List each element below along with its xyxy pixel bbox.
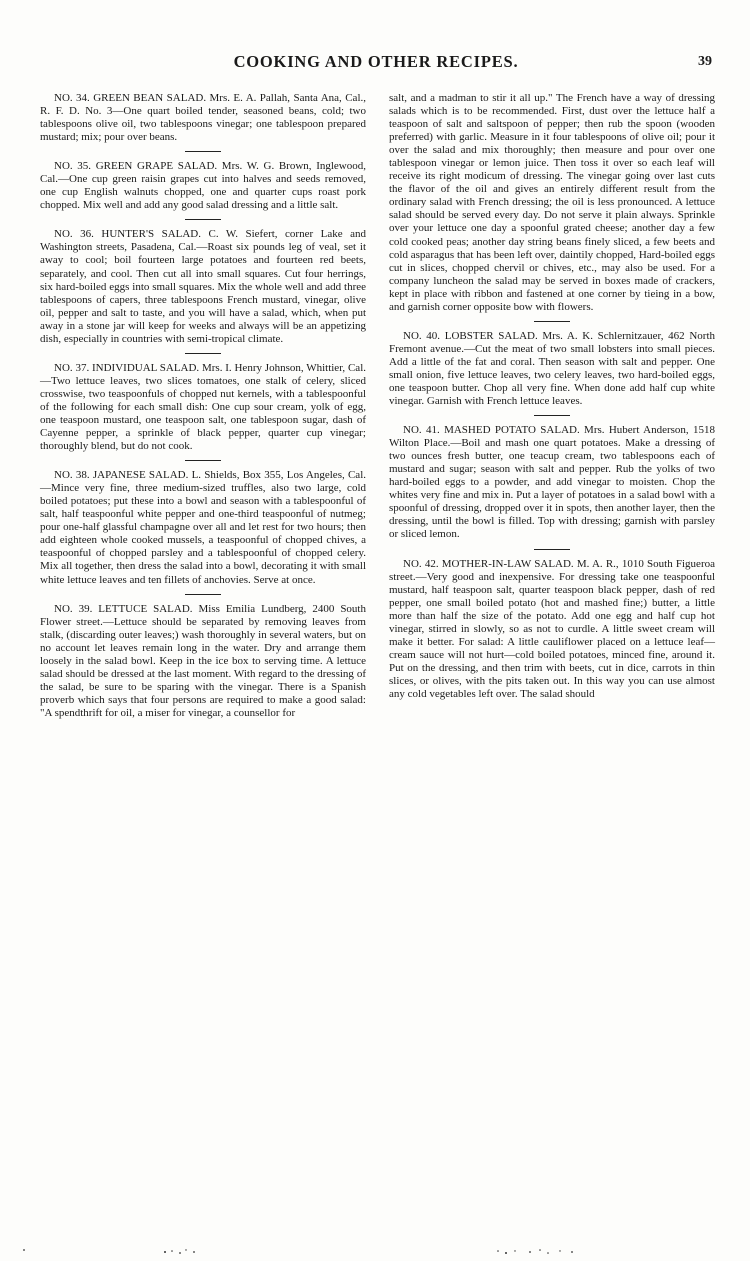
section-divider xyxy=(185,460,221,461)
page-title: COOKING AND OTHER RECIPES. xyxy=(233,52,519,71)
page-header xyxy=(40,52,712,76)
recipe-no-36: NO. 36. HUNTER'S SALAD. C. W. Siefert, corner Lake and Washington streets, Pasadena, Cal.—Roast six pounds leg of veal, set it away to cool; boil fourteen large potatoes and fourteen red beets, separately, and cool. Then cut all into small squares. Cut four herrings, six hard-boiled eggs into small squares. Mix the whole well and add three tablespoons of capers, three tablespoons French mustard, vinegar, olive oil, pepper and salt to taste, and you will have a salad, which, when put away in a stone jar will keep for weeks and always will be an appetizing dish, especially in countries with semi-tropical climate. xyxy=(40,228,366,345)
page-number: 39 xyxy=(698,54,712,69)
section-divider xyxy=(185,219,221,220)
scan-specks-decoration xyxy=(0,1238,750,1258)
recipe-no-38: NO. 38. JAPANESE SALAD. L. Shields, Box 355, Los Angeles, Cal.—Mince very fine, three medium-sized truffles, also two large, cold boiled potatoes; put these into a bowl and season with a tablespoonful of salt, half teaspoonful white pepper and one-third teaspoonful of nutmeg; pour one-half glassful champagne over all and let rest for two hours; then add eighteen whole cooked mussels, a teaspoonful of chopped chives, a teaspoonful of chopped parsley and a tablespoonful of chopped celery. Mix all together, then dress the salad into a bowl, decorating it with small white lettuce leaves and ten fillets of anchovies. Serve at once. xyxy=(40,469,366,586)
section-divider xyxy=(185,353,221,354)
recipe-no-40: NO. 40. LOBSTER SALAD. Mrs. A. K. Schlernitzauer, 462 North Fremont avenue.—Cut the meat of two small lobsters into small pieces. Add a little of the fat and coral. Then season with salt and pepper. One small onion, five lettuce leaves, two celery leaves, two hard-boiled eggs, one teaspoon butter. Chop all very fine. When done add half cup white vinegar. Garnish with French lettuce leaves. xyxy=(389,329,715,408)
right-column xyxy=(389,92,715,708)
recipe-no-39-continued: salt, and a madman to stir it all up." The French have a way of dressing salads which is to be recommended. First, dust over the lettuce half a teaspoon of salt and saltspoon of pepper; then rub the spoon (wooden preferred) with garlic. Measure in it four tablespoons of olive oil; pour it over the salad and mix thoroughly; then measure and pour over one tablespoon vinegar or lemon juice. Then toss it over so each leaf will receive its right modicum of dressing. The vinegar going over last cuts the flavor of the oil and gives an entirely different result from the ordinary salad with French dressing; the oil is less pronounced. A lettuce salad should be served every day. Do not serve it plain always. Sprinkle over your lettuce one day a spoonful grated cheese; another day a few cold cooked peas; another day string beans finely sliced, a few beets and cold asparagus that has been left over, daintily chopped, Hard-boiled eggs cut in slices, chopped chervil or chives, etc., may also be used. For a company luncheon the salad may be served in boxes made of crackers, kept in place with ribbon and fastened at one corner by tieing in a bow, and garnish corner opposite bow with flowers. xyxy=(389,92,715,313)
recipe-no-35: NO. 35. GREEN GRAPE SALAD. Mrs. W. G. Brown, Inglewood, Cal.—One cup green raisin grapes cut into halves and seeds removed, one cup English walnuts chopped, one and quarter cups roast pork chopped. Mix well and add any good salad dressing and a little salt. xyxy=(40,160,366,212)
section-divider xyxy=(185,594,221,595)
section-divider xyxy=(185,151,221,152)
recipe-no-42: NO. 42. MOTHER-IN-LAW SALAD. M. A. R., 1010 South Figueroa street.—Very good and inexpensive. For dressing take one teaspoonful mustard, half teaspoon salt, quarter teaspoon black pepper, dash of red pepper, one small boiled potato (hot and mashed fine;) butter, a little more than half the size of the potato. Add one egg and half cup hot vinegar, stirred in slowly, so as not to curdle. A little sweet cream will make it better. For salad: A little cauliflower placed on a lettuce leaf—cream sauce will not hurt—cold boiled potatoes, minced fine, around it. Put on the dressing, and then trim with beets, cut in dice, carrots in thin slices, or olives, with the pits taken out. In this way you can use almost any cold vegetables left over. The salad should xyxy=(389,557,715,700)
recipe-no-39: NO. 39. LETTUCE SALAD. Miss Emilia Lundberg, 2400 South Flower street.—Lettuce should be separated by removing leaves from stalk, (discarding outer leaves;) wash thoroughly in several waters, but on no account let leaves remain long in the water. Dry and arrange them loosely in the salad bowl. Keep in the ice box to serving time. A lettuce salad should be dressed at the last moment. With regard to the dressing of the salad, be sure to be sparing with the vinegar. There is a Spanish proverb which says that four persons are required to make a good salad: "A spendthrift for oil, a miser for vinegar, a counsellor for xyxy=(40,602,366,719)
section-divider xyxy=(534,321,570,322)
recipe-no-37: NO. 37. INDIVIDUAL SALAD. Mrs. I. Henry Johnson, Whittier, Cal.—Two lettuce leaves, two slices tomatoes, one stalk of celery, sliced crosswise, two teaspoonfuls of chopped nut kernels, with a tablespoonful of the following for each small dish: One cup sour cream, yolk of egg, one teaspoon mustard, one teaspoon salt, one tablespoon sugar, dash of Cayenne pepper, a sprinkle of black pepper, quarter cup vinegar; thoroughly blend, but do not cook. xyxy=(40,361,366,453)
recipe-no-41: NO. 41. MASHED POTATO SALAD. Mrs. Hubert Anderson, 1518 Wilton Place.—Boil and mash one quart potatoes. Make a dressing of two ounces fresh butter, one teacup cream, two tablespoons each of mustard and sugar; season with salt and pepper. Rub the yolks of two hard-boiled eggs to a powder, and add vinegar to moisten. Chop the whites very fine and mix in. Put a layer of potatoes in a salad bowl with a spoonful of dressing, dropped over it in spots, then another layer, then the dressing, until the bowl is filled. Top with dressing; garnish with parsley or sliced lemon. xyxy=(389,424,715,541)
recipe-no-34: NO. 34. GREEN BEAN SALAD. Mrs. E. A. Pallah, Santa Ana, Cal., R. F. D. No. 3—One quart boiled tender, seasoned beans, cold; two tablespoons olive oil, two tablespoons vinegar; one tablespoon prepared mustard; mix; pour over beans. xyxy=(40,92,366,144)
left-column xyxy=(40,92,366,727)
section-divider xyxy=(534,415,570,416)
section-divider xyxy=(534,549,570,550)
